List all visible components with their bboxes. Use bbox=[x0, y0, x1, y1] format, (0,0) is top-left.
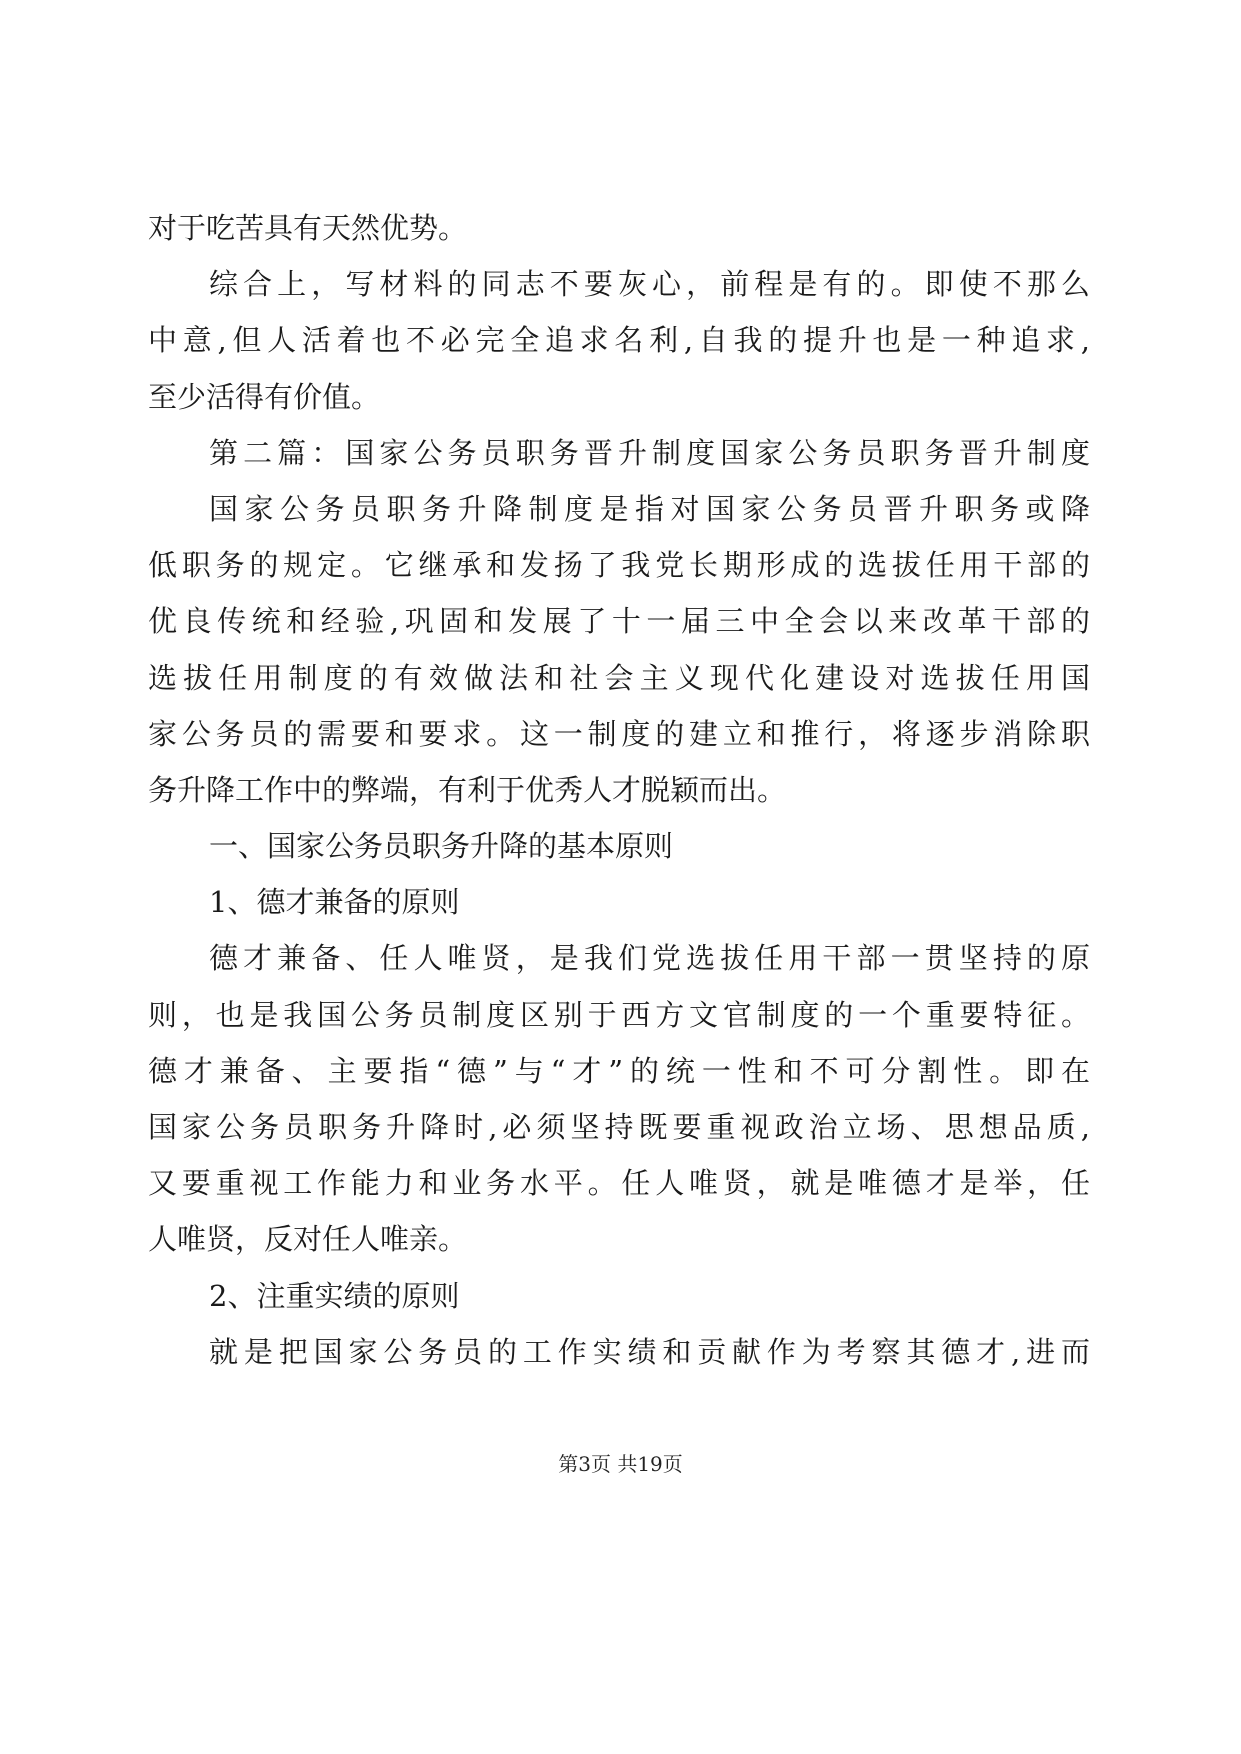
text-line: 人唯贤，反对任人唯亲。 bbox=[148, 1222, 468, 1257]
page-footer: 第3页 共19页 bbox=[558, 1452, 683, 1476]
text-line: 2、注重实绩的原则 bbox=[209, 1278, 460, 1313]
text-line: 优良传统和经验,巩固和发展了十一届三中全会以来改革干部的 bbox=[148, 604, 1090, 639]
text-line: 则，也是我国公务员制度区别于西方文官制度的一个重要特征。 bbox=[148, 997, 1090, 1032]
text-line: 中意,但人活着也不必完全追求名利,自我的提升也是一种追求, bbox=[148, 323, 1090, 358]
text-line: 1、德才兼备的原则 bbox=[209, 885, 460, 920]
text-line: 家公务员的需要和要求。这一制度的建立和推行，将逐步消除职 bbox=[148, 716, 1090, 751]
text-line: 低职务的规定。它继承和发扬了我党长期形成的选拔任用干部的 bbox=[148, 548, 1090, 583]
document-body bbox=[148, 200, 1090, 1380]
text-line: 国家公务员职务升降制度是指对国家公务员晋升职务或降 bbox=[209, 491, 1090, 526]
text-line: 第二篇：国家公务员职务晋升制度国家公务员职务晋升制度 bbox=[209, 435, 1090, 470]
text-line: 国家公务员职务升降时,必须坚持既要重视政治立场、思想品质, bbox=[148, 1110, 1090, 1144]
text-line: 对于吃苦具有天然优势。 bbox=[148, 211, 468, 245]
text-line: 选拔任用制度的有效做法和社会主义现代化建设对选拔任用国 bbox=[148, 660, 1090, 695]
text-line: 就是把国家公务员的工作实绩和贡献作为考察其德才,进而 bbox=[209, 1334, 1090, 1369]
text-line: 综合上，写材料的同志不要灰心，前程是有的。即使不那么 bbox=[209, 267, 1090, 302]
text-line: 德才兼备、主要指“德”与“才”的统一性和不可分割性。即在 bbox=[148, 1053, 1090, 1088]
text-line: 德才兼备、任人唯贤，是我们党选拔任用干部一贯坚持的原 bbox=[209, 941, 1090, 976]
text-line: 务升降工作中的弊端，有利于优秀人才脱颖而出。 bbox=[148, 772, 787, 807]
text-line: 又要重视工作能力和业务水平。任人唯贤，就是唯德才是举，任 bbox=[148, 1166, 1090, 1201]
text-line: 至少活得有价值。 bbox=[148, 379, 381, 414]
text-line: 一、国家公务员职务升降的基本原则 bbox=[209, 829, 674, 864]
